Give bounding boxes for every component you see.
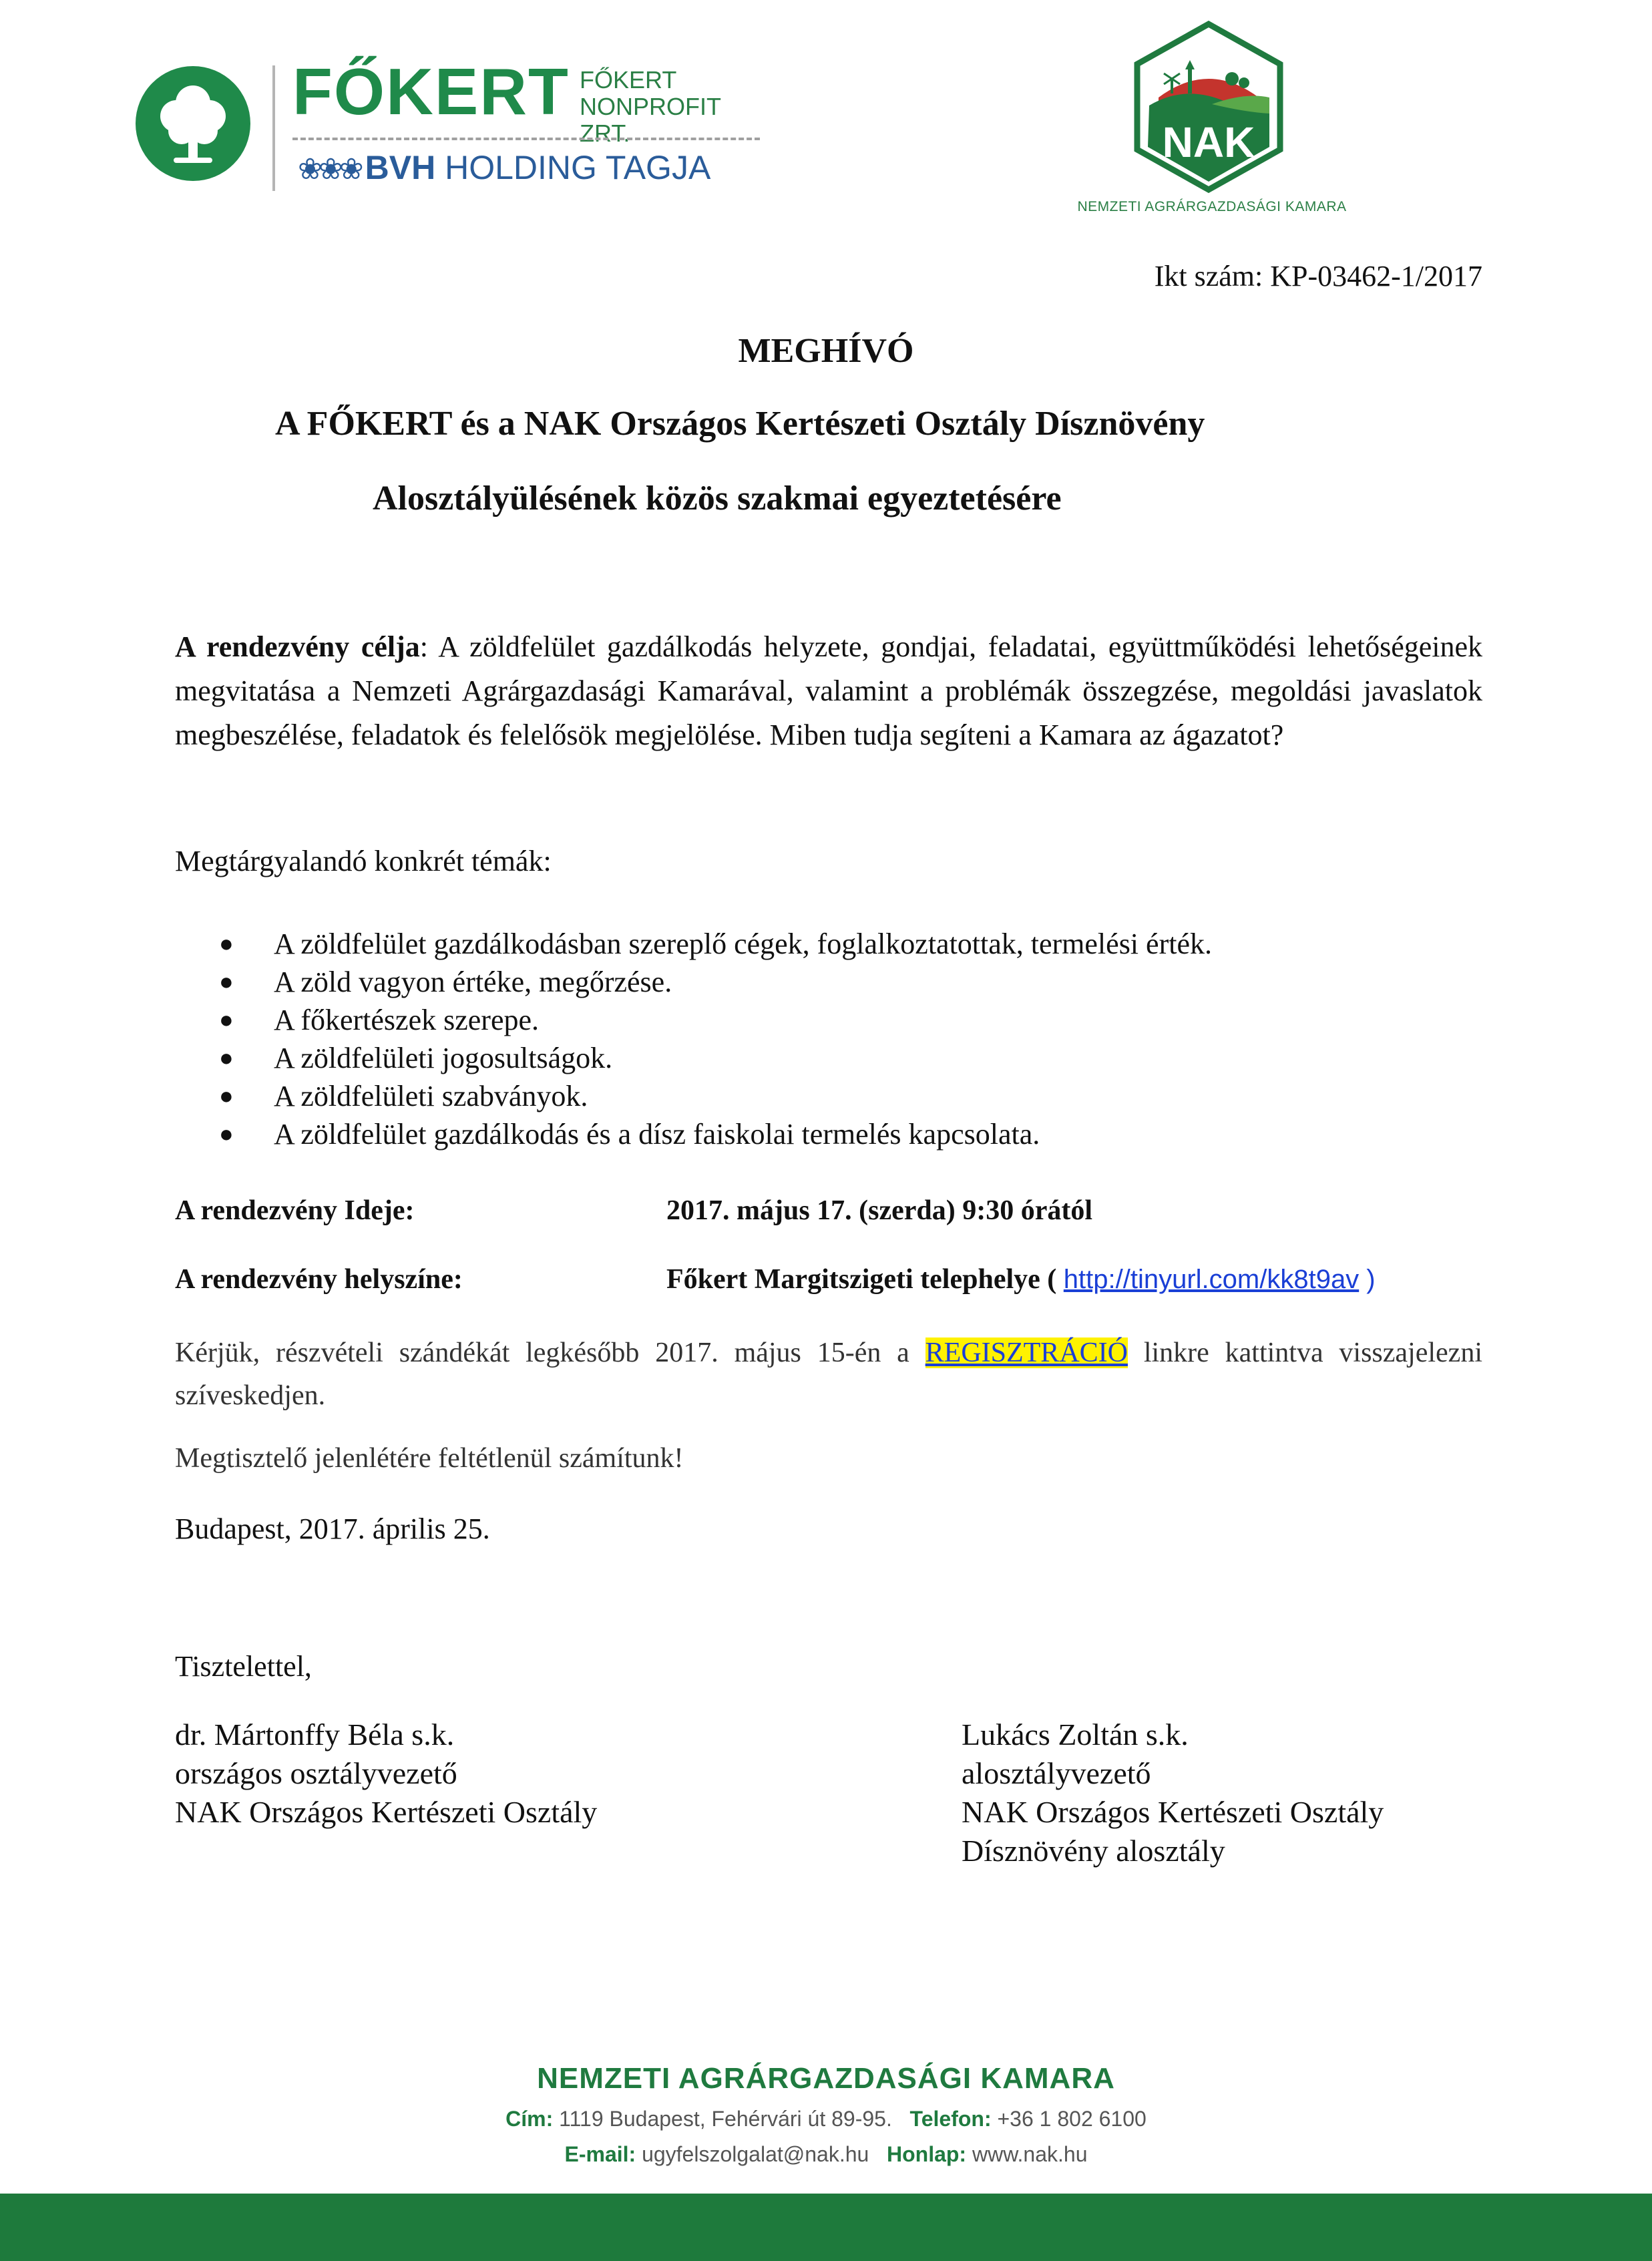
address-value: 1119 Budapest, Fehérvári út 89-95. bbox=[553, 2107, 892, 2131]
fokert-logo bbox=[134, 55, 775, 199]
signatory-right bbox=[962, 1715, 1384, 1870]
signatory-org: NAK Országos Kertészeti Osztály bbox=[962, 1795, 1384, 1829]
list-item bbox=[175, 1077, 1444, 1115]
list-item bbox=[175, 963, 1444, 1001]
reference-number: Ikt szám: KP-03462-1/2017 bbox=[1154, 260, 1482, 292]
nak-logo bbox=[1068, 20, 1356, 220]
signatory-role: országos osztályvezető bbox=[175, 1756, 457, 1790]
event-time-label: A rendezvény Ideje: bbox=[175, 1195, 415, 1226]
footer-bar bbox=[0, 2194, 1652, 2261]
web-label: Honlap: bbox=[886, 2142, 967, 2166]
signatory-org: NAK Országos Kertészeti Osztály bbox=[175, 1795, 598, 1829]
topics-heading: Megtárgyalandó konkrét témák: bbox=[175, 845, 552, 877]
logo-dashed-rule bbox=[292, 138, 760, 140]
event-goal-label: A rendezvény célja bbox=[175, 630, 420, 663]
holding-line bbox=[298, 151, 710, 184]
email-label: E-mail: bbox=[564, 2142, 636, 2166]
place-and-date: Budapest, 2017. április 25. bbox=[175, 1512, 490, 1545]
list-item bbox=[175, 1115, 1444, 1153]
venue-map-link[interactable]: http://tinyurl.com/kk8t9av bbox=[1063, 1265, 1360, 1294]
footer-contact-line2 bbox=[0, 2142, 1652, 2167]
bullet-icon: ● bbox=[219, 1006, 234, 1033]
list-item bbox=[175, 1039, 1444, 1077]
signatory-unit: Dísznövény alosztály bbox=[962, 1834, 1225, 1868]
venue-text: Főkert Margitszigeti telephelye ( bbox=[666, 1264, 1064, 1295]
signatory-role: alosztályvezető bbox=[962, 1756, 1151, 1790]
nak-letters: NAK bbox=[1162, 118, 1255, 166]
registration-link[interactable]: REGISZTRÁCIÓ bbox=[925, 1338, 1128, 1368]
email-value: ugyfelszolgalat@nak.hu bbox=[636, 2142, 869, 2166]
document-subtitle-line2: Alosztályülésének közös szakmai egyeztetésére bbox=[373, 479, 1062, 518]
register-text-before: Kérjük, részvételi szándékát legkésőbb 2017. május 15-én a bbox=[175, 1338, 925, 1368]
address-label: Cím: bbox=[505, 2107, 554, 2131]
phone-label: Telefon: bbox=[909, 2107, 992, 2131]
registration-paragraph bbox=[175, 1331, 1482, 1417]
salutation: Tisztelettel, bbox=[175, 1650, 312, 1683]
bullet-icon: ● bbox=[219, 1044, 234, 1071]
fokert-subtitle-line1: FŐKERT bbox=[580, 66, 677, 93]
event-venue-label: A rendezvény helyszíne: bbox=[175, 1264, 463, 1295]
document-title: MEGHÍVÓ bbox=[738, 332, 914, 370]
tree-icon bbox=[134, 64, 252, 183]
topic-text: A zöldfelület gazdálkodásban szereplő cégek, foglalkoztatottak, termelési érték. bbox=[274, 928, 1212, 960]
topic-text: A zöld vagyon értéke, megőrzése. bbox=[274, 966, 672, 998]
topic-text: A főkertészek szerepe. bbox=[274, 1004, 540, 1036]
closing-sentence: Megtisztelő jelenlétére feltétlenül számítunk! bbox=[175, 1443, 684, 1474]
list-item bbox=[175, 925, 1444, 963]
register-text-after: linkre kattintva visszajelezni szíveskedjen. bbox=[175, 1338, 1482, 1411]
venue-close-paren: ) bbox=[1359, 1265, 1376, 1294]
holding-rest: HOLDING TAGJA bbox=[435, 149, 711, 186]
footer-contact-line1 bbox=[0, 2107, 1652, 2131]
event-goal-paragraph bbox=[175, 625, 1482, 757]
document-subtitle-line1: A FŐKERT és a NAK Országos Kertészeti Osztály Dísznövény bbox=[275, 405, 1205, 443]
bvh-emblem-icon: ❀❀❀ bbox=[298, 153, 360, 186]
event-venue-value bbox=[666, 1263, 1376, 1295]
topics-list bbox=[175, 925, 1444, 1153]
web-value: www.nak.hu bbox=[966, 2142, 1088, 2166]
bullet-icon: ● bbox=[219, 1082, 234, 1109]
nak-hexagon-icon bbox=[1132, 20, 1285, 194]
signatory-left bbox=[175, 1715, 597, 1832]
nak-caption: NEMZETI AGRÁRGAZDASÁGI KAMARA bbox=[1077, 199, 1347, 214]
list-item bbox=[175, 1001, 1444, 1039]
logo-divider bbox=[272, 65, 275, 191]
signatory-name: dr. Mártonffy Béla s.k. bbox=[175, 1717, 455, 1752]
bullet-icon: ● bbox=[219, 1120, 234, 1147]
bullet-icon: ● bbox=[219, 968, 234, 995]
bullet-icon: ● bbox=[219, 930, 234, 957]
topic-text: A zöldfelületi jogosultságok. bbox=[274, 1042, 613, 1074]
topic-text: A zöldfelületi szabványok. bbox=[274, 1080, 588, 1112]
footer-title: NEMZETI AGRÁRGAZDASÁGI KAMARA bbox=[537, 2062, 1115, 2095]
topic-text: A zöldfelület gazdálkodás és a dísz faiskolai termelés kapcsolata. bbox=[274, 1118, 1040, 1151]
event-time-value: 2017. május 17. (szerda) 9:30 órától bbox=[666, 1195, 1093, 1226]
holding-bold: BVH bbox=[365, 149, 436, 186]
event-goal-text: : A zöldfelület gazdálkodás helyzete, gondjai, feladatai, együttműködési lehetőségeinek megvitatása a Nemzeti Agrárgazdasági Kamarával, valamint a problémák összegzése, megoldási javaslatok megbeszélése, feladatok és felelősök megjelölése. Miben tudja segíteni a Kamara az ágazatot? bbox=[175, 630, 1483, 751]
signatory-name: Lukács Zoltán s.k. bbox=[962, 1717, 1189, 1752]
fokert-subtitle-line2: NONPROFIT ZRT. bbox=[580, 93, 721, 147]
fokert-wordmark: FŐKERT bbox=[292, 55, 570, 128]
fokert-subtitle bbox=[580, 67, 775, 147]
phone-value: +36 1 802 6100 bbox=[991, 2107, 1147, 2131]
